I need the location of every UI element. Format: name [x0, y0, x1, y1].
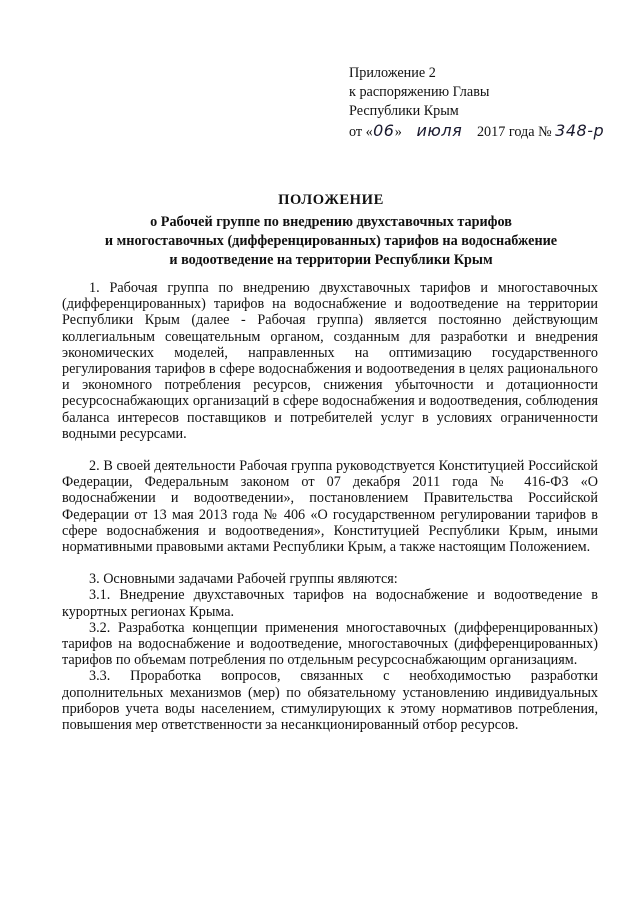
attachment-date-line — [349, 121, 604, 142]
date-mid: » — [394, 124, 402, 140]
handwritten-day: 06 — [373, 121, 395, 140]
attachment-republic: Республики Крым — [349, 103, 459, 119]
document-title — [62, 191, 600, 270]
handwritten-doc-number: 348-р — [555, 121, 605, 140]
paragraph-1: 1. Рабочая группа по внедрению двухставочных тарифов и многоставочных (дифференцированных) тарифов на водоснабжение и водоотведение на территории Республики Крым (далее - Рабочая группа) является постоянно действующим коллегиальным совещательным органом, созданным для разработки и внедрения экономических моделей, направленных на оптимизацию государственного регулирования тарифов в сфере водоснабжения и водоотведения в целях рационального и экономного потребления ресурсов, снижения убыточности и дотационности ресурсоснабжающих организаций в сфере водоснабжения и водоотведения, соблюдения баланса интересов поставщиков и потребителей услуг в условиях ограниченности водными ресурсами. — [62, 280, 598, 442]
handwritten-month: июля — [416, 121, 463, 140]
title-main: ПОЛОЖЕНИЕ — [278, 192, 384, 208]
paragraph-3-1: 3.1. Внедрение двухставочных тарифов на водоснабжение и водоотведение в курортных регионах Крыма. — [62, 587, 598, 620]
attachment-title: Приложение 2 — [349, 65, 436, 81]
attachment-header — [349, 64, 604, 142]
attachment-order: к распоряжению Главы — [349, 84, 490, 100]
paragraph-3: 3. Основными задачами Рабочей группы являются: — [89, 571, 398, 588]
paragraph-3-2: 3.2. Разработка концепции применения многоставочных (дифференцированных) тарифов на водоснабжение и водоотведение, многоставочных (дифференцированных) тарифов по объемам потребления по отдельным ресурсоснабжающим организациям. — [62, 619, 598, 669]
date-year: 2017 года № — [476, 124, 552, 140]
title-line-2: и многоставочных (дифференцированных) тарифов на водоснабжение — [104, 233, 558, 249]
title-line-1: о Рабочей группе по внедрению двухставочных тарифов — [150, 214, 512, 230]
paragraph-2: 2. В своей деятельности Рабочая группа руководствуется Конституцией Российской Федерации, Федеральным законом от 07 декабря 2011 года № 416-ФЗ «О водоснабжении и водоотведении», постановлением Правительства Российской Федерации от 13 мая 2013 года № 406 «О государственном регулировании тарифов в сфере водоснабжения и водоотведения», Конституцией Республики Крым, иными нормативными правовыми актами Республики Крым, а также настоящим Положением. — [62, 458, 598, 556]
date-prefix: от « — [349, 124, 373, 140]
paragraph-3-3: 3.3. Проработка вопросов, связанных с необходимостью разработки дополнительных механизмов (мер) по обязательному установлению индивидуальных приборов учета воды населением, стимулирующих к этому нормативов потребления, повышения мер ответственности за несанкционированный отбор ресурсов. — [62, 668, 598, 734]
document-body — [62, 280, 598, 733]
title-line-3: и водоотведение на территории Республики Крым — [169, 252, 493, 268]
